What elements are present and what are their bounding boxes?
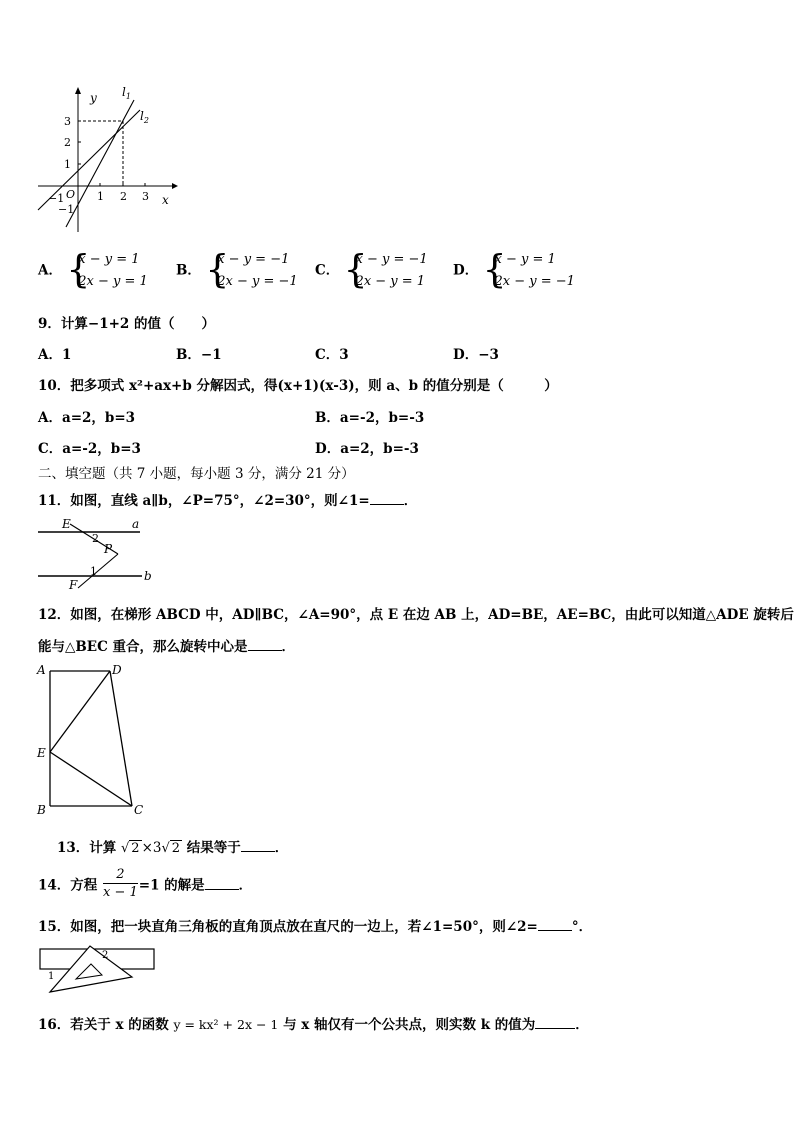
- q11-end: ．: [403, 493, 418, 509]
- q16-stem: [38, 1013, 589, 1033]
- q9-option-c: C．3: [315, 347, 349, 363]
- answer-blank: [535, 1016, 575, 1029]
- point-e-label: E: [62, 517, 71, 531]
- point-p-label: P: [104, 542, 113, 556]
- q14-end: ．: [238, 877, 253, 894]
- q13-suffix: 结果等于: [186, 840, 241, 856]
- q12-end: ．: [281, 639, 296, 655]
- equation: x − y = −1: [217, 252, 290, 267]
- answer-blank: [205, 877, 239, 890]
- option-letter: D．: [453, 262, 479, 279]
- point-c-label: C: [134, 803, 144, 817]
- answer-blank: [241, 839, 275, 852]
- q13-stem: [57, 836, 288, 856]
- fraction: $\frac{2}{x - 1}$: [103, 867, 138, 900]
- answer-blank: [538, 918, 572, 931]
- sqrt-expression: √ 2: [161, 841, 181, 856]
- q16-suffix: 与 x 轴仅有一个公共点，则实数 k 的值为: [283, 1017, 536, 1033]
- x-tick-1: 1: [97, 190, 104, 203]
- point-e-label: E: [37, 746, 46, 760]
- q13-prefix: 13．计算: [57, 840, 117, 856]
- q15-text: 15．如图，把一块直角三角板的直角顶点放在直尺的一边上，若∠1=50°，则∠2=: [38, 919, 538, 935]
- q14-stem: [38, 866, 252, 901]
- y-tick-2: 2: [64, 136, 71, 149]
- q8-option-c: C． { x − y = −1 2x − y = 1: [315, 247, 428, 291]
- y-tick-neg1: −1: [58, 203, 75, 216]
- x-tick-2: 2: [120, 190, 127, 203]
- point-d-label: D: [112, 663, 122, 677]
- answer-blank: [370, 492, 404, 505]
- x-tick-neg1: −1: [48, 192, 65, 205]
- q14-suffix: =1 的解是: [138, 877, 205, 894]
- l1-label: $l_1$: [122, 85, 131, 101]
- q16-end: ．: [575, 1017, 589, 1033]
- section-heading: 二、填空题（共 7 小题，每小题 3 分，满分 21 分）: [38, 466, 355, 482]
- origin-label: O: [66, 188, 76, 201]
- l2-label: $l_2$: [140, 109, 149, 125]
- point-a-label: A: [37, 663, 46, 677]
- angle-2-label: 2: [92, 532, 99, 545]
- option-letter: A．: [38, 262, 62, 279]
- q9-option-b: B．−1: [176, 347, 222, 363]
- y-axis-label: y: [90, 91, 97, 105]
- q11-stem: [38, 489, 417, 509]
- sqrt-expression: √ 2: [121, 841, 140, 856]
- point-b-label: B: [37, 803, 46, 817]
- q15-figure: [36, 942, 166, 997]
- q11-text: 11．如图，直线 a∥b，∠P=75°，∠2=30°，则∠1=: [38, 493, 370, 509]
- angle-1-label: 1: [90, 565, 97, 578]
- q8-option-d: D． { x − y = 1 2x − y = −1: [453, 247, 575, 291]
- equation: x − y = 1: [78, 252, 140, 267]
- q16-prefix: 16．若关于 x 的函数: [38, 1017, 169, 1033]
- equation: 2x − y = 1: [78, 274, 148, 289]
- q12-line2: [38, 635, 295, 655]
- x-axis-label: x: [162, 193, 169, 207]
- times-3: ×3: [141, 840, 162, 856]
- q15-end: °．: [571, 919, 593, 935]
- equation: x − y = 1: [494, 252, 556, 267]
- point-f-label: F: [69, 578, 78, 592]
- angle-1-label: 1: [48, 971, 55, 982]
- q9-stem: 9．计算−1+2 的值（ ）: [38, 316, 216, 332]
- q9-option-a: A．1: [38, 347, 72, 363]
- q10-option-b: B．a=-2，b=-3: [315, 410, 425, 426]
- option-letter: B．: [176, 262, 201, 279]
- y-tick-3: 3: [64, 115, 71, 128]
- function-expression: y = kx² + 2x − 1: [173, 1017, 279, 1032]
- line-b-label: b: [144, 569, 152, 583]
- q10-stem: 10．把多项式 x²+ax+b 分解因式，得(x+1)(x-3)，则 a、b 的值分别是（ ）: [38, 378, 558, 394]
- line-a-label: a: [132, 517, 140, 531]
- q10-option-c: C．a=-2，b=3: [38, 441, 141, 457]
- equation: 2x − y = 1: [355, 274, 426, 289]
- q12-figure: [34, 658, 154, 823]
- q12-text: 能与△BEC 重合，那么旋转中心是: [38, 639, 248, 655]
- q10-option-a: A．a=2，b=3: [38, 410, 136, 426]
- q15-stem: [38, 915, 592, 935]
- q13-end: ．: [274, 840, 289, 856]
- coordinate-graph: [30, 82, 180, 242]
- equation: x − y = −1: [355, 252, 428, 267]
- q9-option-d: D．−3: [453, 347, 499, 363]
- q8-option-b: B． { x − y = −1 2x − y = −1: [176, 247, 298, 291]
- q11-figure: [34, 512, 159, 592]
- x-tick-3: 3: [142, 190, 149, 203]
- equation: 2x − y = −1: [494, 274, 575, 289]
- q8-option-a: A． { x − y = 1 2x − y = 1: [38, 247, 148, 291]
- option-letter: C．: [315, 262, 340, 279]
- equation: 2x − y = −1: [217, 274, 298, 289]
- y-tick-1: 1: [64, 158, 71, 171]
- q12-line1: 12．如图，在梯形 ABCD 中，AD∥BC，∠A=90°，点 E 在边 AB 上，AD=BE，AE=BC，由此可以知道△ADE 旋转后: [38, 607, 794, 623]
- angle-2-label: 2: [102, 950, 109, 961]
- q10-option-d: D．a=2，b=-3: [315, 441, 419, 457]
- answer-blank: [248, 638, 282, 651]
- q14-prefix: 14．方程: [38, 877, 98, 894]
